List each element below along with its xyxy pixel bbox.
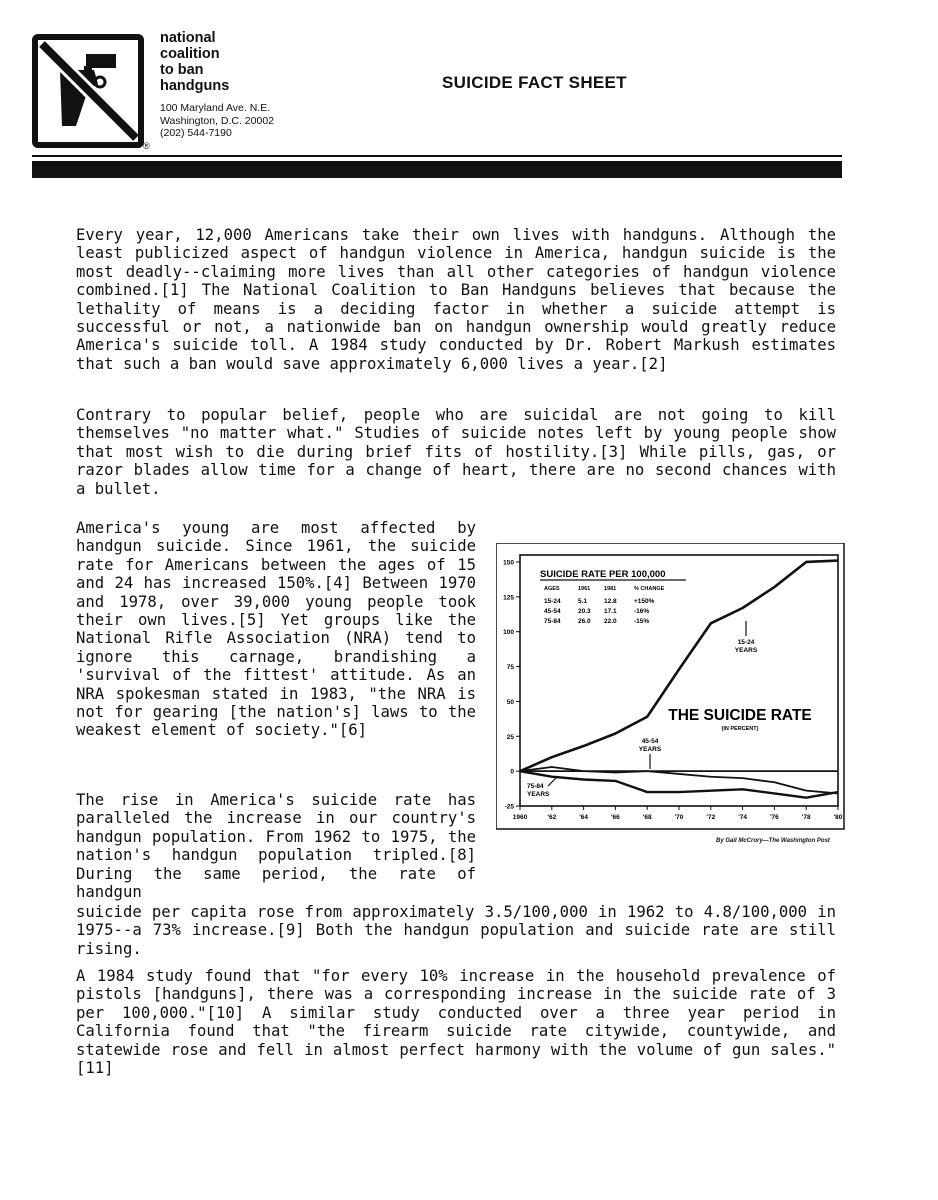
inset-table-cell: 5.1 xyxy=(578,598,588,605)
inset-table-cell: -15% xyxy=(634,618,650,625)
paragraph-2: Contrary to popular belief, people who are suicidal are not going to kill themselves "no matter what." Studies of suicide notes left by young people show that most wish to die during brief fits of hostility.[3] While pills, gas, or razor blades allow time for a change of heart, there are no second chances with a bullet. xyxy=(76,406,836,498)
y-tick-label: -25 xyxy=(504,803,514,811)
chart-title: THE SUICIDE RATE xyxy=(668,707,812,724)
inset-table-header: 1981 xyxy=(604,586,617,592)
inset-table-cell: 20.3 xyxy=(578,608,591,615)
inset-table-title: SUICIDE RATE PER 100,000 xyxy=(540,569,666,580)
inset-table-header: AGES xyxy=(544,586,560,592)
x-tick-label: 1960 xyxy=(512,814,528,821)
inset-table-header: 1961 xyxy=(578,586,591,592)
inset-table-cell: 12.8 xyxy=(604,598,617,605)
inset-table-cell: 75-84 xyxy=(544,618,561,625)
y-tick-label: 25 xyxy=(506,733,514,741)
series-line-3 xyxy=(520,771,838,797)
inset-table-cell: -16% xyxy=(634,608,650,615)
chart-svg xyxy=(496,543,846,833)
series-label-75-84: 75-84 xyxy=(527,783,544,790)
paragraph-1: Every year, 12,000 Americans take their own lives with handguns. Although the least publicized aspect of handgun violence in America, handgun suicide is the most deadly--claiming more lives than all other categories of handgun violence combined.[1] The National Coalition to Ban Handguns believes that because the lethality of means is a deciding factor in whether a suicide attempt is successful or not, a nationwide ban on handgun ownership would greatly reduce America's suicide toll. A 1984 study conducted by Dr. Robert Markush estimates that such a ban would save approximately 6,000 lives a year.[2] xyxy=(76,226,836,373)
x-tick-label: '66 xyxy=(611,814,620,821)
inset-table-cell: 26.0 xyxy=(578,618,591,625)
series-label-15-24-unit: YEARS xyxy=(734,647,758,654)
address-street: 100 Maryland Ave. N.E. xyxy=(160,102,271,114)
y-tick-label: 125 xyxy=(503,594,514,602)
paragraph-3: America's young are most affected by handgun suicide. Since 1961, the suicide rate for Americans between the ages of 15 and 24 has increased 150%.[4] Between 1970 and 1978, over 39,000 young people took their own lives.[5] Yet groups like the National Rifle Association (NRA) tend to ignore this carnage, brandishing a 'survival of the fittest' attitude. As an NRA spokesman stated in 1983, "the NRA is not for gearing [the nation's] laws to the weakest element of society."[6] xyxy=(76,519,476,740)
y-tick-label: 50 xyxy=(506,698,514,706)
x-tick-label: '74 xyxy=(738,814,747,821)
paragraph-4-top: The rise in America's suicide rate has paralleled the increase in our country's handgun population. From 1962 to 1975, the nation's handgun population tripled.[8] During the same period, the rate of handgun xyxy=(76,791,476,902)
x-tick-label: '76 xyxy=(770,814,779,821)
organization-block xyxy=(160,30,274,140)
x-tick-label: '72 xyxy=(706,814,716,821)
series-label-45-54-unit: YEARS xyxy=(638,746,662,753)
series-label-15-24: 15-24 xyxy=(737,639,755,646)
address-city: Washington, D.C. 20002 xyxy=(160,114,275,127)
org-name-line: national xyxy=(160,30,216,46)
x-tick-label: '78 xyxy=(801,814,811,821)
crossed-out-handgun-icon xyxy=(38,40,138,142)
x-tick-label: '62 xyxy=(547,814,557,821)
series-line-1 xyxy=(520,561,838,772)
y-tick-label: 0 xyxy=(510,768,514,776)
inset-table-cell: 15-24 xyxy=(544,598,561,605)
x-tick-label: '80 xyxy=(833,814,843,821)
x-tick-label: '64 xyxy=(579,814,588,821)
inset-table-cell: 22.0 xyxy=(604,618,617,625)
inset-table-cell: +150% xyxy=(634,598,655,605)
suicide-rate-chart xyxy=(496,543,846,853)
series-label-45-54: 45-54 xyxy=(641,738,659,745)
x-tick-label: '68 xyxy=(642,814,652,821)
x-tick-label: '70 xyxy=(674,814,684,821)
registered-mark: ® xyxy=(143,141,150,151)
y-tick-label: 75 xyxy=(506,664,514,672)
inset-table-cell: 45-54 xyxy=(544,608,561,615)
chart-subtitle: (IN PERCENT) xyxy=(721,726,759,732)
logo xyxy=(32,34,144,148)
y-tick-label: 150 xyxy=(503,559,514,567)
series-label-75-84-unit: YEARS xyxy=(527,791,550,798)
address-phone: (202) 544-7190 xyxy=(160,127,232,139)
org-name-line: handguns xyxy=(160,78,230,94)
inset-table-cell: 17.1 xyxy=(604,608,617,615)
org-name-line: coalition xyxy=(160,46,220,62)
chart-credit: By Gail McCrory—The Washington Post xyxy=(716,838,830,844)
y-tick-label: 100 xyxy=(503,629,514,637)
page-title: SUICIDE FACT SHEET xyxy=(442,73,627,92)
paragraph-5: A 1984 study found that "for every 10% increase in the household prevalence of pistols [handguns], there was a corresponding increase in the suicide rate of 3 per 100,000."[10] A similar study conducted over a three year period in California found that "the firearm suicide rate citywide, countywide, and statewide rose and fell in almost perfect harmony with the volume of gun sales."[11] xyxy=(76,967,836,1078)
org-address xyxy=(160,102,274,140)
org-name-line: to ban xyxy=(160,62,204,78)
paragraph-4-bottom: suicide per capita rose from approximately 3.5/100,000 in 1962 to 4.8/100,000 in 1975--a 73% increase.[9] Both the handgun population and suicide rate are still rising. xyxy=(76,903,836,958)
inset-table-header: % CHANGE xyxy=(634,586,665,592)
header-divider-thin xyxy=(32,155,842,157)
header-divider-thick xyxy=(32,161,842,178)
